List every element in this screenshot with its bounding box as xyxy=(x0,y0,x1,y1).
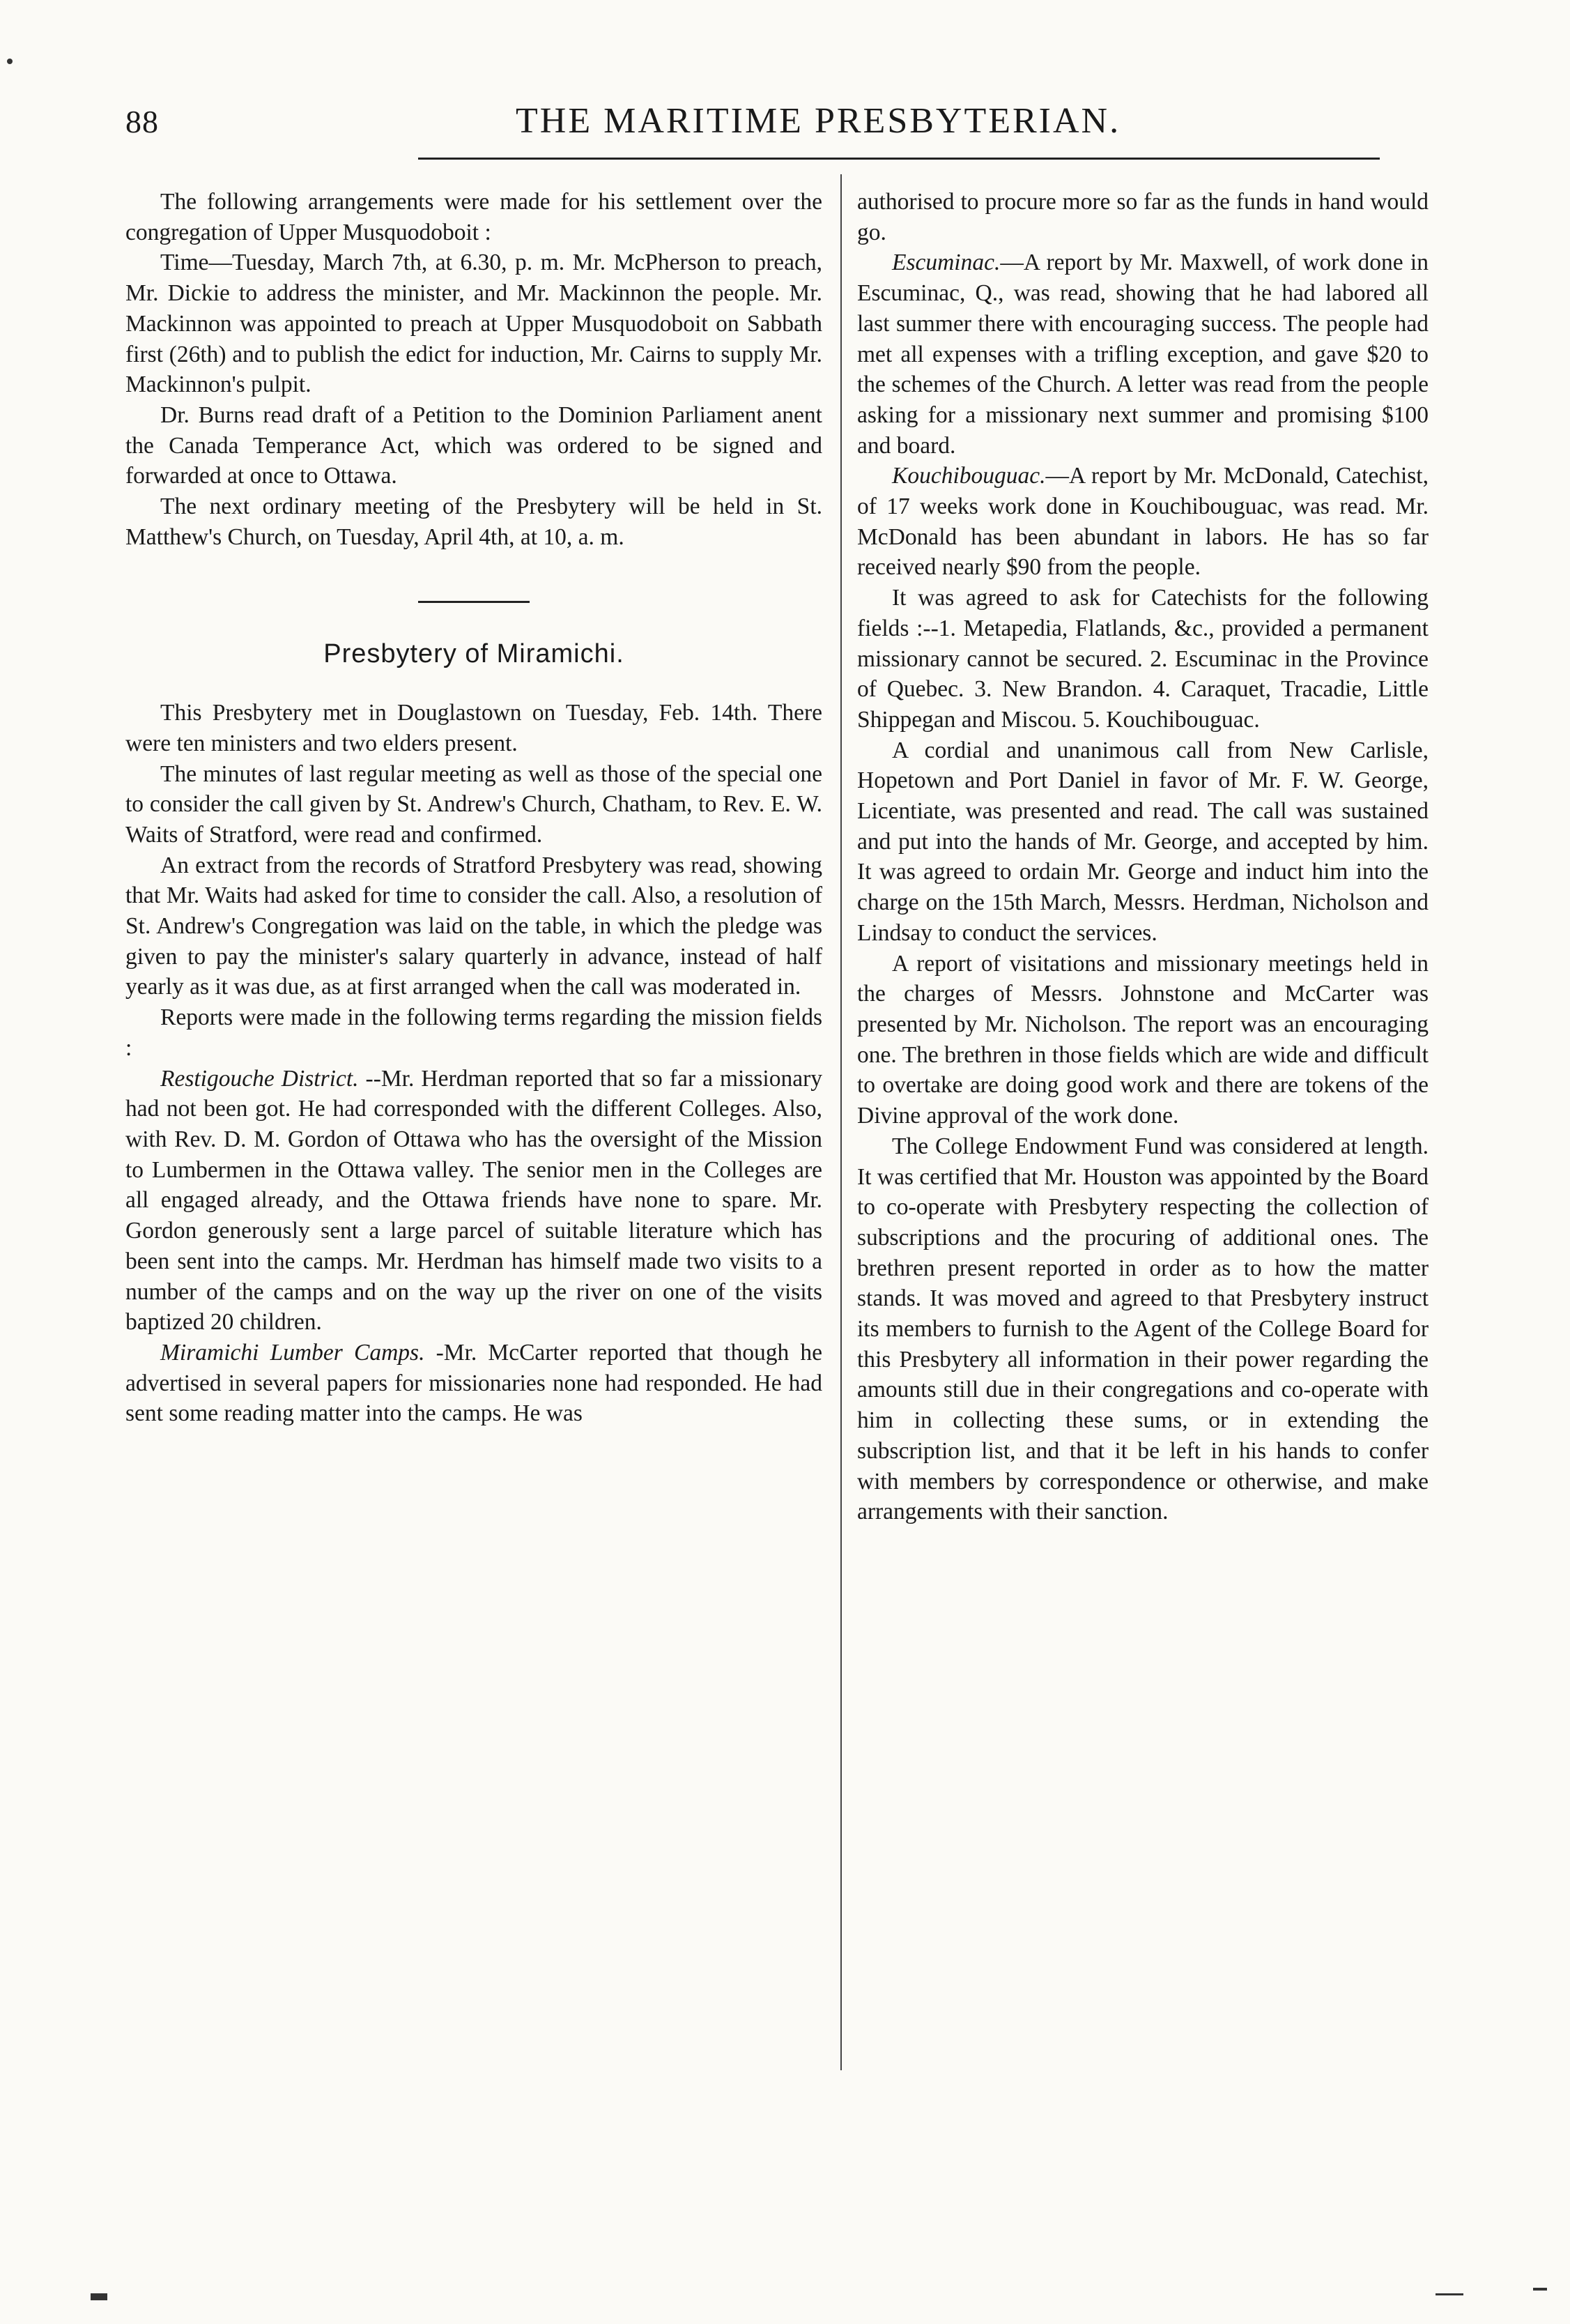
paragraph-lead: Restigouche District. xyxy=(160,1065,359,1092)
paragraph-lead: Miramichi Lumber Camps. xyxy=(160,1339,425,1366)
paragraph-lead: Escuminac. xyxy=(892,250,1001,276)
scan-speck xyxy=(7,59,13,64)
running-title: THE MARITIME PRESBYTERIAN. xyxy=(516,101,1121,141)
paragraph: Reports were made in the following terms regarding the mission fields : xyxy=(125,1004,822,1061)
page-number: 88 xyxy=(125,104,159,139)
scan-speck xyxy=(1533,2288,1547,2291)
header-rule xyxy=(418,158,1380,160)
paragraph: It was agreed to ask for Catechists for the following fields :--1. Metapedia, Flatlands, &c., provided a permanent missionary cannot be secured. 2. Escuminac in the Province of Quebec. 3. New Brandon. 4. Caraquet, Tracadie, Little Shippegan and Miscou. 5. Kouchibouguac. xyxy=(857,585,1429,733)
paragraph: The minutes of last regular meeting as well as those of the special one to consider the call given by St. Andrew's Church, Chatham, to Rev. E. W. Waits of Stratford, were read and confirmed. xyxy=(125,760,822,848)
paragraph: An extract from the records of Stratford Presbytery was read, showing that Mr. Waits had asked for time to consider the call. Also, a resolution of St. Andrew's Congregation was laid on the table, in which the pledge was given to pay the minister's salary quarterly in advance, instead of half yearly as it was due, as at first arranged when the call was moderated in. xyxy=(125,852,822,1000)
paragraph: A cordial and unanimous call from New Carlisle, Hopetown and Port Daniel in favor of Mr. F. W. George, Licentiate, was presented and read. The call was sustained and put into the hands of Mr. George, and accepted by him. It was agreed to ordain Mr. George and induct him into the charge on the 15th March, Messrs. Herdman, Nicholson and Lindsay to conduct the services. xyxy=(857,737,1429,946)
paragraph: The following arrangements were made for his settlement over the congregation of Upper Musquodoboit : xyxy=(125,189,822,245)
paragraph: The College Endowment Fund was considered at length. It was certified that Mr. Houston was appointed by the Board to co-operate with Presbytery respecting the collection of subscriptions and the procuring of additional ones. The brethren present reported in order as to how the matter stands. It was moved and agreed to that Presbytery instruct its members to furnish to the Agent of the College Board for this Presbytery all information in their power regarding the amounts still due in their congregations and co-operate with him in collecting these sums, or in extending the subscription list, and that it be left in his hands to confer with members by correspondence or otherwise, and make arrangements with their sanction. xyxy=(857,1133,1429,1525)
scan-speck xyxy=(91,2293,107,2300)
left-column xyxy=(125,187,822,1429)
column-divider xyxy=(840,174,842,2070)
paragraph: This Presbytery met in Douglastown on Tuesday, Feb. 14th. There were ten ministers and two elders present. xyxy=(125,700,822,756)
paragraph-body: --Mr. Herdman reported that so far a missionary had not been got. He had corresponded with the different Colleges. Also, with Rev. D. M. Gordon of Ottawa who has the oversight of the Mission to Lumbermen in the Ottawa valley. The senior men in the Colleges are all engaged already, and the Ottawa friends have none to spare. Mr. Gordon generously sent a large parcel of suitable literature which has been sent into the camps. Mr. Herdman has himself made two visits to a number of the camps and on the way up the river on one of the visits baptized 20 children. xyxy=(125,1065,822,1336)
scan-speck xyxy=(1436,2293,1463,2295)
paragraph: authorised to procure more so far as the funds in hand would go. xyxy=(857,189,1429,245)
section-rule xyxy=(418,601,530,603)
paragraph-lead: Kouchibouguac. xyxy=(892,463,1046,489)
right-column xyxy=(857,187,1429,1527)
paragraph xyxy=(857,247,1429,461)
paragraph-body: —A report by Mr. McDonald, Catechist, of 17 weeks work done in Kouchibouguac, was read. Mr. McDonald has been abundant in labors. He has so far received nearly $90 from the people. xyxy=(857,463,1429,581)
paragraph-body: -Mr. McCarter reported that though he advertised in several papers for missionaries none had responded. He had sent some reading matter into the camps. He was xyxy=(125,1339,822,1427)
paragraph: Time—Tuesday, March 7th, at 6.30, p. m. Mr. McPherson to preach, Mr. Dickie to address the minister, and Mr. Mackinnon the people. Mr. Mackinnon was appointed to preach at Upper Musquodoboit on Sabbath first (26th) and to publish the edict for induction, Mr. Cairns to supply Mr. Mackinnon's pulpit. xyxy=(125,250,822,398)
paragraph-body: —A report by Mr. Maxwell, of work done in Escuminac, Q., was read, showing that he had labored all last summer there with encouraging success. The people had met all expenses with a trifling exception, and gave $20 to the schemes of the Church. A letter was read from the people asking for a missionary next summer and promising $100 and board. xyxy=(857,250,1429,459)
page-header xyxy=(125,98,1380,153)
paragraph xyxy=(857,461,1429,583)
paragraph: A report of visitations and missionary meetings held in the charges of Messrs. Johnstone and McCarter was presented by Mr. Nicholson. The report was an encouraging one. The brethren in those fields which are wide and difficult to overtake are doing good work and there are tokens of the Divine approval of the work done. xyxy=(857,950,1429,1129)
paragraph xyxy=(125,1338,822,1429)
paragraph xyxy=(125,1064,822,1338)
paragraph: Dr. Burns read draft of a Petition to the Dominion Parliament anent the Canada Temperance Act, which was ordered to be signed and forwarded at once to Ottawa. xyxy=(125,402,822,489)
paragraph: The next ordinary meeting of the Presbytery will be held in St. Matthew's Church, on Tuesday, April 4th, at 10, a. m. xyxy=(125,494,822,550)
section-title: Presbytery of Miramichi. xyxy=(323,639,624,669)
